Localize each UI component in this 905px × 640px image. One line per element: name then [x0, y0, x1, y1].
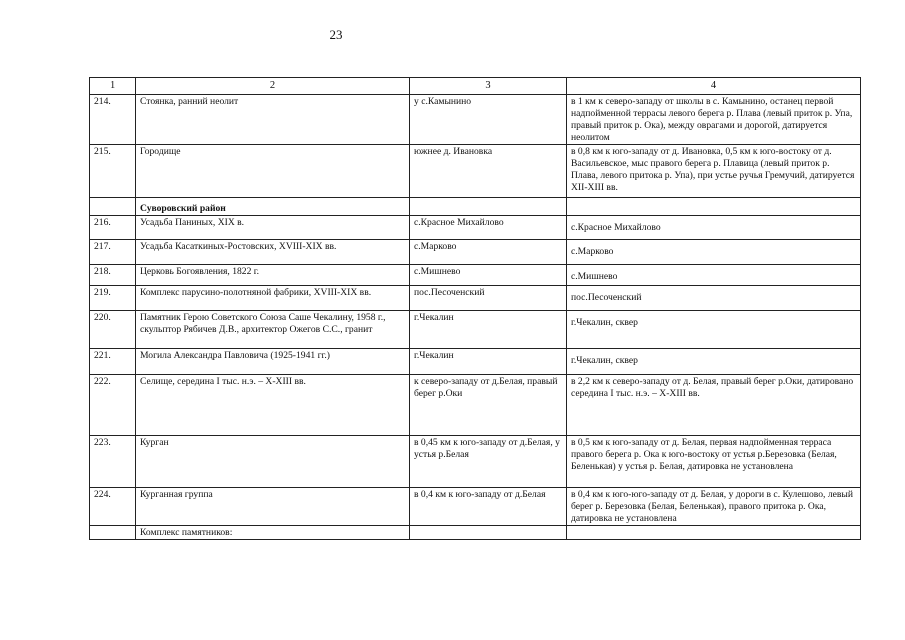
row-number: 219.: [90, 286, 136, 311]
object-description: [567, 216, 861, 240]
object-description: [567, 286, 861, 311]
footer-empty-cell: [90, 526, 136, 540]
complex-label: Комплекс памятников:: [136, 526, 410, 540]
section-empty-cell: [90, 198, 136, 216]
table-row: [90, 240, 861, 265]
column-header: 4: [567, 78, 861, 95]
table-row: [90, 265, 861, 286]
object-description: в 0,5 км к юго-западу от д. Белая, первая надпойменная терраса правого берега р. Ока к юго-востоку от устья р.Березовка (Белая, Беленькая) у устья р. Белая, датировка не установлена: [567, 436, 861, 488]
table-row: [90, 216, 861, 240]
object-description: в 2,2 км к северо-западу от д. Белая, правый берег р.Оки, датировано середина I тыс. н.э. – X-XIII вв.: [567, 375, 861, 436]
object-description: в 1 км к северо-западу от школы в с. Камынино, останец первой надпойменной террасы левого берега р. Плава (левый приток р. Упа, правый приток р. Ока), между оврагами и дорогой, датируется неолитом: [567, 95, 861, 145]
page-number: 23: [329, 27, 343, 42]
table-row: [90, 145, 861, 198]
footer-empty-cell: [567, 526, 861, 540]
object-description-text: с.Мишнево: [571, 271, 618, 282]
object-description: [567, 311, 861, 349]
section-empty-cell: [410, 198, 567, 216]
row-number: 223.: [90, 436, 136, 488]
row-number: 220.: [90, 311, 136, 349]
object-location: пос.Песоченский: [410, 286, 567, 311]
object-description-text: с.Красное Михайлово: [571, 222, 661, 233]
monuments-table: [89, 77, 861, 540]
table-row: [90, 95, 861, 145]
row-number: 217.: [90, 240, 136, 265]
object-name: Усадьба Паниных, XIX в.: [136, 216, 410, 240]
object-location: южнее д. Ивановка: [410, 145, 567, 198]
object-description: [567, 265, 861, 286]
row-number: 218.: [90, 265, 136, 286]
table-row: [90, 349, 861, 375]
row-number: 222.: [90, 375, 136, 436]
object-description: [567, 349, 861, 375]
object-name: Усадьба Касаткиных-Ростовских, XVIII-XIX вв.: [136, 240, 410, 265]
footer-row: [90, 526, 861, 540]
row-number: 221.: [90, 349, 136, 375]
object-description: [567, 240, 861, 265]
object-name: Городище: [136, 145, 410, 198]
section-row: [90, 198, 861, 216]
section-title: Суворовский район: [136, 198, 410, 216]
object-name: Могила Александра Павловича (1925-1941 гг.): [136, 349, 410, 375]
object-name: Стоянка, ранний неолит: [136, 95, 410, 145]
column-header: 2: [136, 78, 410, 95]
object-location: г.Чекалин: [410, 311, 567, 349]
row-number: 214.: [90, 95, 136, 145]
object-description-text: г.Чекалин, сквер: [571, 317, 638, 328]
column-header: 3: [410, 78, 567, 95]
object-name: Курганная группа: [136, 488, 410, 526]
column-header: 1: [90, 78, 136, 95]
row-number: 215.: [90, 145, 136, 198]
row-number: 224.: [90, 488, 136, 526]
object-location: с.Мишнево: [410, 265, 567, 286]
object-location: с.Красное Михайлово: [410, 216, 567, 240]
object-name: Церковь Богоявления, 1822 г.: [136, 265, 410, 286]
object-name: Комплекс парусино-полотняной фабрики, XVIII-XIX вв.: [136, 286, 410, 311]
object-name: Курган: [136, 436, 410, 488]
object-name: Памятник Герою Советского Союза Саше Чекалину, 1958 г., скульптор Рябичев Д.В., архитектор Ожегов С.С., гранит: [136, 311, 410, 349]
object-location: с.Марково: [410, 240, 567, 265]
table-row: [90, 311, 861, 349]
object-location: к северо-западу от д.Белая, правый берег р.Оки: [410, 375, 567, 436]
object-location: в 0,4 км к юго-западу от д.Белая: [410, 488, 567, 526]
object-location: в 0,45 км к юго-западу от д.Белая, у устья р.Белая: [410, 436, 567, 488]
header-row: [90, 78, 861, 95]
table-row: [90, 436, 861, 488]
object-location: г.Чекалин: [410, 349, 567, 375]
object-description-text: с.Марково: [571, 246, 614, 257]
object-description: в 0,8 км к юго-западу от д. Ивановка, 0,5 км к юго-востоку от д. Васильевское, мыс правого берега р. Плавица (левый приток р. Плава, левого притока р. Упа), при устье ручья Гремучий, датируется XII-XIII вв.: [567, 145, 861, 198]
row-number: 216.: [90, 216, 136, 240]
footer-empty-cell: [410, 526, 567, 540]
table-row: [90, 488, 861, 526]
section-empty-cell: [567, 198, 861, 216]
table-row: [90, 286, 861, 311]
object-location: у с.Камынино: [410, 95, 567, 145]
object-description-text: пос.Песоченский: [571, 292, 642, 303]
object-name: Селище, середина I тыс. н.э. – X-XIII вв.: [136, 375, 410, 436]
object-description-text: г.Чекалин, сквер: [571, 355, 638, 366]
object-description: в 0,4 км к юго-юго-западу от д. Белая, у дороги в с. Кулешово, левый берег р. Березовка (Белая, Беленькая), правого притока р. Ока, датировка не установлена: [567, 488, 861, 526]
table-row: [90, 375, 861, 436]
